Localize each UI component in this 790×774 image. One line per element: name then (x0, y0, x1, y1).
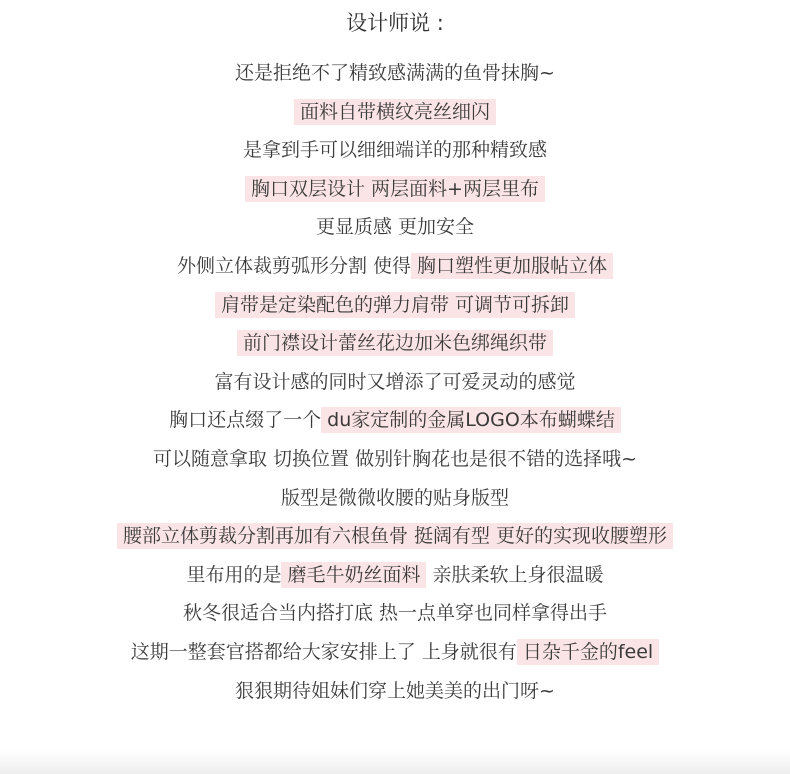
description-lines (0, 58, 790, 714)
text-line (0, 367, 790, 406)
text-line (0, 598, 790, 637)
text-line (0, 174, 790, 213)
line-text: 更显质感 更加安全 (315, 216, 475, 239)
bottom-shadow (0, 750, 790, 774)
text-line (0, 637, 790, 676)
line-text: 秋冬很适合当内搭打底 热一点单穿也同样拿得出手 (182, 602, 608, 625)
line-text: 胸口还点缀了一个 (169, 409, 322, 432)
text-line (0, 405, 790, 444)
highlighted-text: 胸口塑性更加服帖立体 (411, 253, 613, 279)
text-line (0, 290, 790, 329)
text-line (0, 97, 790, 136)
highlighted-text: du家定制的金属LOGO本布蝴蝶结 (321, 407, 621, 433)
line-text: 狠狠期待姐妹们穿上她美美的出门呀~ (235, 679, 555, 702)
line-text: 是拿到手可以细细端详的那种精致感 (242, 139, 547, 162)
text-line (0, 212, 790, 251)
highlighted-text: 前门襟设计蕾丝花边加米色绑绳织带 (237, 330, 553, 356)
section-title: 设计师说 : (346, 11, 444, 35)
line-text: 外侧立体裁剪弧形分割 使得 (176, 254, 412, 277)
text-line (0, 521, 790, 560)
text-line (0, 251, 790, 290)
highlighted-text: 面料自带横纹亮丝细闪 (294, 99, 496, 125)
highlighted-text: 腰部立体剪裁分割再加有六根鱼骨 挺阔有型 更好的实现收腰塑形 (117, 523, 673, 549)
line-text: 还是拒绝不了精致感满满的鱼骨抹胸~ (235, 62, 555, 84)
text-line (0, 560, 790, 599)
highlighted-text: 胸口双层设计 两层面料+两层里布 (245, 176, 545, 202)
highlighted-text: 肩带是定染配色的弹力肩带 可调节可拆卸 (215, 292, 575, 318)
line-text: 里布用的是 (186, 563, 282, 586)
text-line (0, 58, 790, 97)
line-text: 可以随意拿取 切换位置 做别针胸花也是很不错的选择哦~ (152, 447, 637, 470)
text-line (0, 483, 790, 522)
highlighted-text: 日杂千金的feel (517, 639, 659, 665)
text-line (0, 135, 790, 174)
line-text: 富有设计感的同时又增添了可爱灵动的感觉 (214, 370, 576, 393)
text-line (0, 328, 790, 367)
text-line (0, 444, 790, 483)
line-text: 这期一整套官搭都给大家安排上了 上身就很有 (130, 640, 517, 663)
text-line (0, 676, 790, 715)
highlighted-text: 磨毛牛奶丝面料 (281, 562, 426, 588)
line-text: 版型是微微收腰的贴身版型 (280, 486, 509, 509)
line-text: 亲肤柔软上身很温暖 (426, 563, 604, 586)
